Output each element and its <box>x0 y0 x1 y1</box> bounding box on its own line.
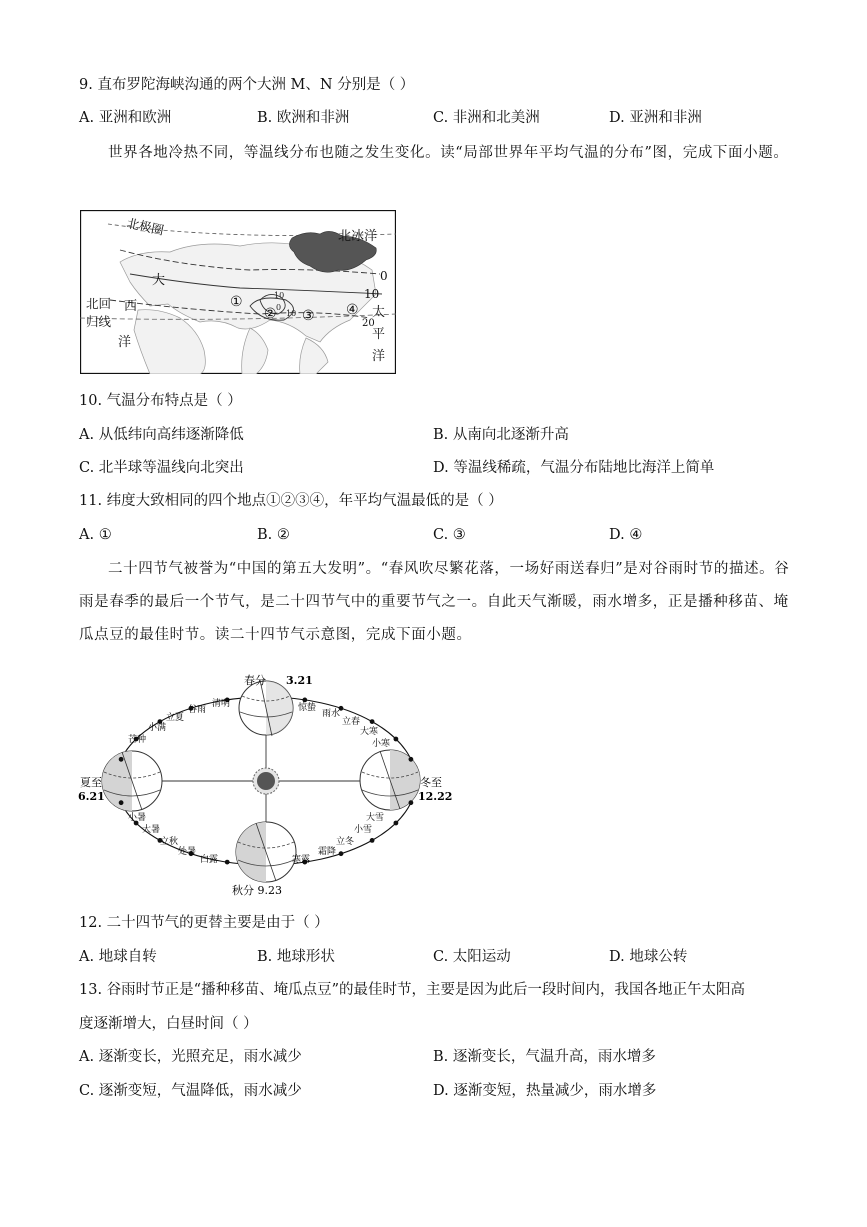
orbit-dot <box>339 851 344 856</box>
term-lichun: 立春 <box>342 717 361 727</box>
pacific-label-1: 太 <box>372 305 386 320</box>
orbit-dot <box>370 838 375 843</box>
term-daxue: 大雪 <box>366 813 385 823</box>
q13-stem-line1: 13. 谷雨时节正是“播种移苗、埯瓜点豆”的最佳时节，主要是因为此后一段时间内，我国各地正午太阳高 <box>79 982 745 998</box>
arctic-ocean-label: 北冰洋 <box>338 229 378 244</box>
term-liqiu: 立秋 <box>160 837 179 847</box>
tropic-label-2: 归线 <box>86 314 112 329</box>
term-guyu: 谷雨 <box>188 705 207 715</box>
globe-autumn-equinox <box>236 822 296 882</box>
term-lixia: 立夏 <box>166 713 185 723</box>
q9-option-c: C. 非洲和北美洲 <box>433 110 540 126</box>
q9-option-d: D. 亚洲和非洲 <box>609 110 702 126</box>
isotherm-label-0b: 0 <box>276 303 282 312</box>
term-xiaohan: 小寒 <box>372 739 391 749</box>
point-2: ② <box>264 306 277 322</box>
isotherm-label-20: 20 <box>362 318 375 329</box>
solar-terms-diagram <box>70 668 460 900</box>
q12-option-d: D. 地球公转 <box>609 949 688 965</box>
q11-option-a: A. ① <box>79 527 112 543</box>
q10-option-c: C. 北半球等温线向北突出 <box>79 460 244 476</box>
orbit-dot <box>394 737 399 742</box>
term-xiaoxue: 小雪 <box>354 825 373 835</box>
arctic-circle-label: 北极圈 <box>125 215 166 238</box>
q9-stem: 9. 直布罗陀海峡沟通的两个大洲 M、N 分别是（ ） <box>79 77 415 93</box>
term-qingming: 清明 <box>212 699 231 709</box>
pacific-label-3: 洋 <box>372 349 386 364</box>
q10-option-d: D. 等温线稀疏，气温分布陆地比海洋上简单 <box>433 460 715 476</box>
summer-solstice-label: 夏至 <box>80 776 102 789</box>
term-shuangjiang: 霜降 <box>318 847 337 857</box>
term-xiaoman: 小满 <box>148 723 167 733</box>
q13-option-b: B. 逐渐变长，气温升高，雨水增多 <box>433 1049 656 1065</box>
q9-option-a: A. 亚洲和欧洲 <box>79 110 172 126</box>
isotherm-label-10: 10 <box>364 287 380 301</box>
summer-solstice-date: 6.21 <box>78 790 105 803</box>
temperature-intro: 世界各地冷热不同，等温线分布也随之发生变化。读“局部世界年平均气温的分布”图，完成下面小题。 <box>108 145 789 161</box>
winter-solstice-label: 冬至 <box>420 776 442 789</box>
point-4: ④ <box>346 302 359 318</box>
globe-spring-equinox <box>239 680 293 736</box>
globe-summer-solstice <box>102 751 162 811</box>
orbit-dot <box>225 860 230 865</box>
q13-option-c: C. 逐渐变短，气温降低，雨水减少 <box>79 1083 302 1099</box>
term-jingzhe: 惊蛰 <box>298 703 317 713</box>
term-dahan: 大寒 <box>360 727 379 737</box>
q12-option-c: C. 太阳运动 <box>433 949 511 965</box>
point-3: ③ <box>302 308 315 324</box>
sun <box>257 772 275 790</box>
q10-option-b: B. 从南向北逐渐升高 <box>433 427 569 443</box>
spring-equinox-date: 3.21 <box>286 674 313 687</box>
orbit-dot <box>409 800 414 805</box>
q10-stem: 10. 气温分布特点是（ ） <box>79 393 242 409</box>
term-chushu: 处暑 <box>178 847 197 857</box>
isotherm-label-10c: 10 <box>286 309 297 318</box>
orbit-dot <box>409 757 414 762</box>
winter-solstice-date: 12.22 <box>418 790 453 803</box>
orbit-dot <box>370 719 375 724</box>
atlantic-label-3: 洋 <box>118 335 132 350</box>
q9-option-b: B. 欧洲和非洲 <box>257 110 350 126</box>
q12-stem: 12. 二十四节气的更替主要是由于（ ） <box>79 915 329 931</box>
q13-option-d: D. 逐渐变短，热量减少，雨水增多 <box>433 1083 657 1099</box>
temperature-map <box>80 210 396 374</box>
q10-option-a: A. 从低纬向高纬逐渐降低 <box>79 427 244 443</box>
pacific-label-2: 平 <box>372 327 386 342</box>
atlantic-label-1: 大 <box>152 273 166 288</box>
q11-stem: 11. 纬度大致相同的四个地点①②③④，年平均气温最低的是（ ） <box>79 493 503 509</box>
tropic-label-1: 北回 <box>86 296 112 311</box>
spring-equinox-label: 春分 <box>244 674 266 687</box>
q13-stem-line2: 度逐渐增大，白昼时间（ ） <box>79 1016 258 1032</box>
term-lidong: 立冬 <box>336 837 355 847</box>
q11-option-c: C. ③ <box>433 527 466 543</box>
orbit-dot <box>394 821 399 826</box>
isotherm-label-0: 0 <box>380 269 388 283</box>
orbit-dot <box>302 698 307 703</box>
orbit-dot <box>119 800 124 805</box>
term-xiaoshu: 小暑 <box>128 813 147 823</box>
term-yushui: 雨水 <box>322 709 341 719</box>
q11-option-d: D. ④ <box>609 527 643 543</box>
term-bailu: 白露 <box>200 855 219 865</box>
q12-option-a: A. 地球自转 <box>79 949 157 965</box>
q13-option-a: A. 逐渐变长，光照充足，雨水减少 <box>79 1049 302 1065</box>
solar-terms-intro: 二十四节气被誉为“中国的第五大发明”。“春风吹尽繁花落，一场好雨送春归”是对谷雨时节的描述。谷雨是春季的最后一个节气，是二十四节气中的重要节气之一。自此天气渐暖，雨水增多，正是播种移苗、埯瓜点豆的最佳时节。读二十四节气示意图，完成下面小题。 <box>79 561 790 643</box>
point-1: ① <box>230 294 243 310</box>
isotherm-label-10b: 10 <box>274 291 285 300</box>
q12-option-b: B. 地球形状 <box>257 949 335 965</box>
term-dashu: 大暑 <box>142 825 161 835</box>
orbit-dot <box>119 757 124 762</box>
autumn-equinox-label: 秋分 9.23 <box>232 884 282 897</box>
atlantic-label-2: 西 <box>124 299 138 314</box>
term-hanlu: 寒露 <box>292 855 311 865</box>
q11-option-b: B. ② <box>257 527 290 543</box>
term-mangzhong: 芒种 <box>128 735 147 745</box>
